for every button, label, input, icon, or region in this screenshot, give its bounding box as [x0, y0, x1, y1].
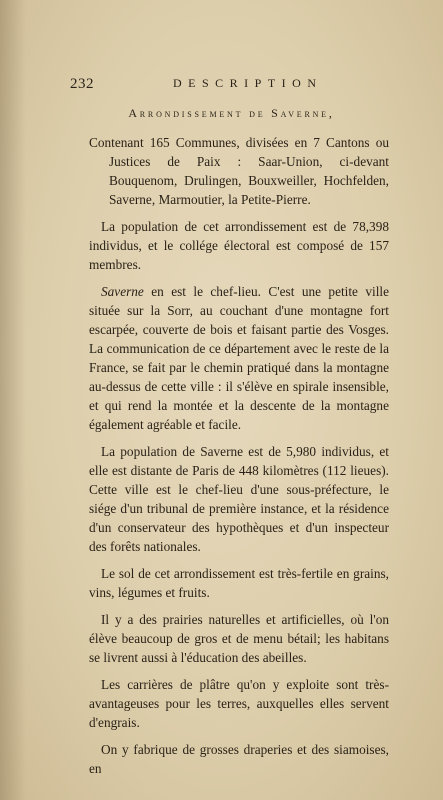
gutter-shadow [0, 0, 26, 800]
paragraph-saverne-population: La population de Saverne est de 5,980 individus, et elle est distante de Paris de 448 kilomètres (112 lieues). Cette ville est le chef-lieu d'une sous-préfecture, le siége d'un tribunal de première instance, et la résidence d'un conservateur des hypothèques et d'un inspecteur des forêts nationales. [89, 444, 389, 554]
paragraph-fabrique: On y fabrique de grosses draperies et des siamoises, en [89, 742, 389, 776]
italic-place-name: Saverne [101, 284, 144, 299]
running-head: DESCRIPTION [173, 76, 323, 90]
paragraph-population: La population de cet arrondissement est de 78,398 individus, et le collége électoral est composé de 157 membres. [89, 219, 389, 272]
paragraph-communes: Contenant 165 Communes, divisées en 7 Cantons ou Justices de Paix : Saar-Union, ci-devant Bouquenom, Drulingen, Bouxweiller, Hochfelden, Saverne, Marmoutier, la Petite-Pierre. [89, 135, 389, 207]
page-header [70, 76, 393, 96]
page-number: 232 [70, 76, 94, 92]
body-text [89, 133, 389, 786]
section-title: Arrondissement de Saverne, [128, 106, 335, 120]
paragraph-sol: Le sol de cet arrondissement est très-fertile en grains, vins, légumes et fruits. [89, 566, 389, 600]
paragraph-chef-lieu [89, 282, 389, 434]
paragraph-chef-lieu-text: en est le chef-lieu. C'est une petite ville située sur la Sorr, au couchant d'une montagne fort escarpée, couverte de bois et faisant partie des Vosges. La communication de ce département avec le reste de la France, se fait par le chemin pratiqué dans la montagne au-dessus de cette ville : il s'élève en spirale insensible, et qui rend la montée et la descente de la montagne également agréable et facile. [89, 284, 389, 432]
paragraph-prairies: Il y a des prairies naturelles et artificielles, où l'on élève beaucoup de gros et de menu bétail; les habitans se livrent aussi à l'éducation des abeilles. [89, 612, 389, 665]
paragraph-carrieres: Les carrières de plâtre qu'on y exploite sont très-avantageuses pour les terres, auxquelles elles servent d'engrais. [89, 677, 389, 730]
